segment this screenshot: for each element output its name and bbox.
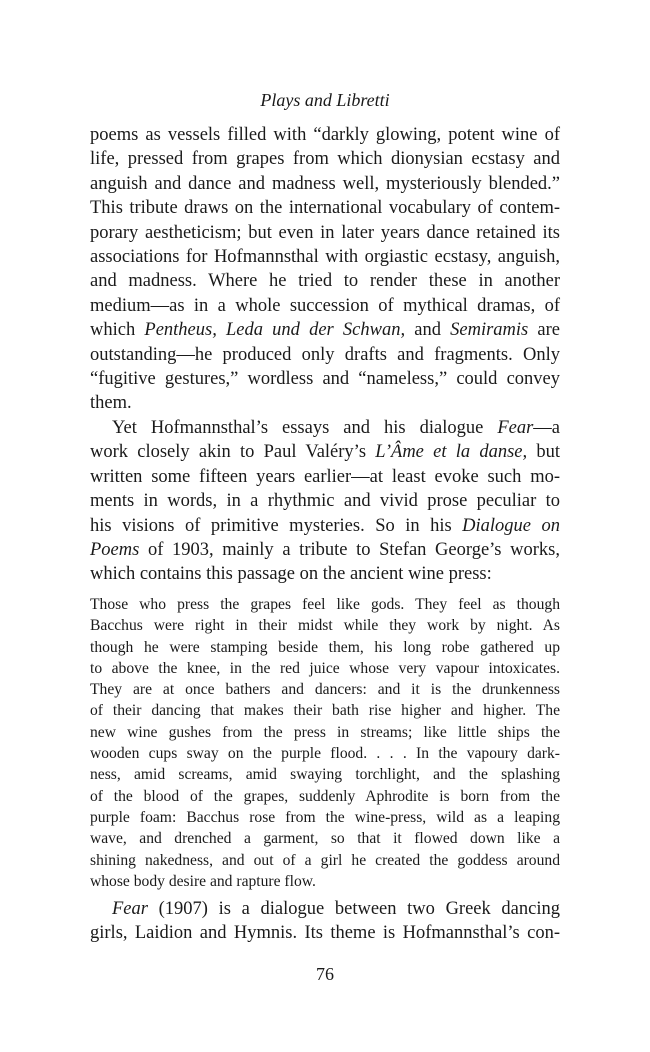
quote-line: though he were stamping beside them, his long robe gathered up [90,638,560,656]
text-line [90,538,560,562]
paragraph-3 [90,897,560,946]
running-head: Plays and Libretti [260,90,390,110]
quote-line: Bacchus were right in their midst while they work by night. As [90,617,560,635]
text-line: associations for Hofmannsthal with orgiastic ecstasy, anguish, [90,247,560,268]
text-line: “fugitive gestures,” wordless and “nameless,” could convey [90,369,560,390]
quote-line: of the blood of the grapes, suddenly Aphrodite is born from the [90,787,560,805]
work-title-poems: Poems [90,540,140,561]
text-line [90,514,560,538]
work-title-fear: Fear [112,899,148,919]
text-run: and [405,320,451,341]
work-title-semiramis: Semiramis [450,320,529,341]
text-line: anguish and dance and madness well, mysteriously blended.” [90,173,560,194]
text-run: of 1903, mainly a tribute to Stefan George’s works, [139,540,560,561]
text-line: medium—as in a whole succession of mythical dramas, of [90,295,560,316]
quote-line: whose body desire and rapture flow. [90,872,316,890]
work-title-fear: Fear [497,418,534,438]
text-line [90,416,560,440]
work-title-lame-et-la-danse: L’Âme et la danse, [375,442,528,463]
work-title-pentheus-leda: Pentheus, Leda und der Schwan, [144,320,406,341]
text-line: and madness. Where he tried to render these in another [90,271,560,292]
text-line [90,897,560,921]
text-run: but [527,442,560,463]
block-quotation [90,594,560,892]
quote-line: wooden cups sway on the purple flood. . . . In the vapoury dark- [90,745,560,763]
text-run: are [528,320,560,341]
quote-line: shining nakedness, and out of a girl he created the goddess around [90,851,560,869]
text-run: work closely akin to Paul Valéry’s [90,442,376,463]
quote-line: ness, amid screams, amid swaying torchlight, and the splashing [90,766,560,784]
text-run: which [90,320,145,341]
text-line: This tribute draws on the international vocabulary of contem- [90,198,560,219]
text-line [90,440,560,464]
text-line: written some fifteen years earlier—at least evoke such mo- [90,466,560,487]
text-line: outstanding—he produced only drafts and fragments. Only [90,344,560,365]
work-title-dialogue-on-poems: Dialogue on [462,515,560,536]
text-line: them. [90,393,132,414]
text-run: (1907) is a dialogue between two Greek dancing [147,899,560,919]
quote-line: purple foam: Bacchus rose from the wine-press, wild as a leaping [90,808,560,826]
text-line: poems as vessels filled with “darkly glowing, potent wine of [90,125,560,145]
quote-line: to above the knee, in the red juice whose very vapour intoxicates. [90,659,560,677]
quote-line: They are at once bathers and dancers: and it is the drunkenness [90,681,560,699]
text-line: girls, Laidion and Hymnis. Its theme is Hofmannsthal’s con- [90,923,560,944]
quote-line: new wine gushes from the press in streams; like little ships the [90,723,560,741]
text-line: life, pressed from grapes from which dionysian ecstasy and [90,149,560,170]
text-line [90,318,560,342]
text-line: porary aestheticism; but even in later years dance retained its [90,222,560,243]
text-line: which contains this passage on the ancient wine press: [90,564,492,585]
quote-line: Those who press the grapes feel like gods. They feel as though [90,596,560,613]
paragraph-2 [90,416,560,587]
quote-line: wave, and drenched a garment, so that it flowed down like a [90,830,560,848]
text-run: Yet Hofmannsthal’s essays and his dialogue [112,418,498,438]
page-number: 76 [316,964,334,984]
text-run: his visions of primitive mysteries. So in his [90,515,463,536]
quote-line: of their dancing that makes their bath rise higher and higher. The [90,702,560,720]
paragraph-1 [90,123,560,416]
text-line: ments in words, in a rhythmic and vivid prose peculiar to [90,491,560,512]
text-run: —a [533,418,560,438]
